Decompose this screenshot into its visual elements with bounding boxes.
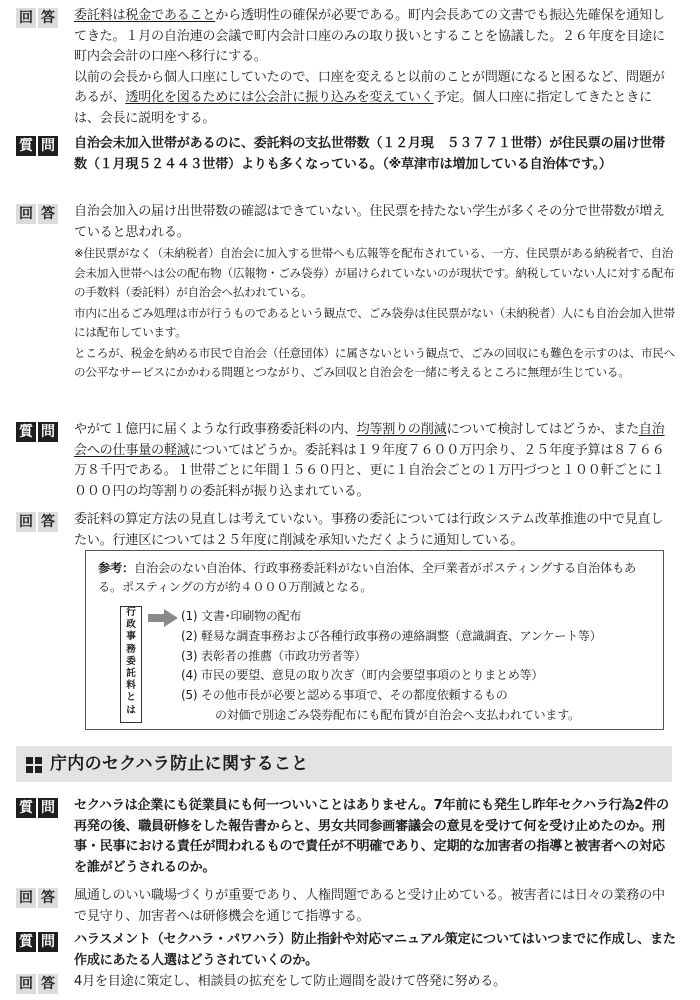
answer-tag: 回 答 (16, 512, 60, 532)
note-paragraph: ※住民票がなく（未納税者）自治会に加入する世帯へも広報等を配布されている、一方、住民票がある納税者で、自治会未加入世帯へは公の配布物（広報物・ごみ袋券）が届けられていないのが現状です。納税していない人に対する配布の手数料（委託料）が自治会へ払われている。 (74, 246, 675, 299)
list-item: (1) 文書･印刷物の配布 (181, 609, 302, 623)
answer-text: 風通しのいい職場づくりが重要であり、人権問題であると受け止めている。被害者には日々の業務の中で見守り、加害者へは研修機会を通じて指導する。 (74, 888, 665, 924)
answer-tag: 回 答 (16, 8, 60, 28)
question-text: ハラスメント（セクハラ・パワハラ）防止指針や対応マニュアル策定についてはいつまでに作成し、また作成にあたる人選はどうされていくのか。 (74, 932, 676, 968)
note-paragraph: 市内に出るごみ処理は市が行うものであるという観点で、ごみ袋券は住民票がない（未納税者）人にも自治会加入世帯には配布しています。 (74, 305, 675, 339)
answer-block (16, 510, 676, 551)
list-item: (4) 市民の要望、意見の取り次ぎ（町内会要望事項のとりまとめ等） (181, 668, 544, 683)
vertical-label-box: 行 政 事 務 委 託 料 と は (120, 606, 142, 723)
question-tag: 質 問 (16, 136, 60, 156)
answer-tag: 回 答 (16, 204, 60, 224)
reference-text: 参考：自治会のない自治体、行政事務委託料がない自治体、全戸業者がポスティングする自治体もある。ポスティングの方が約４０００万削減となる。 (98, 561, 636, 594)
answer-block (16, 886, 676, 927)
answer-block (16, 972, 676, 993)
answer-text: 自治会加入の届け出世帯数の確認はできていない。住民票を持たない学生が多くその分で世帯数が増えていると思われる。 ※住民票がなく（未納税者）自治会に加入する世帯へも広報等を配布されている、一方、住民票がある納税者で、自治会未加入世帯へは公の配布物（広報物・ごみ袋券）が届けられていないのが現状です。納税していない人に対する配布の手数料（委託料）が自治会へ払われている。 市内に出るごみ処理は市が行うものであるという観点で、ごみ袋券は住民票がない（未納税者）人にも自治会加入世帯には配布しています。 ところが、税金を納める市民で自治会（任意団体）に属さないという観点で、ごみの回収にも難色を示すのは、市民への公平なサービスにかかわる問題とつながり、ごみ回収と自治会を一緒に考えるところに無理が生じている。 (74, 202, 676, 383)
list-item-continuation: の対価で別途ごみ袋券配布にも配布賃が自治会へ支払われています。 (215, 707, 580, 722)
answer-tag: 回 答 (16, 974, 60, 994)
grid-square-icon (26, 757, 42, 773)
list-item: (2) 軽易な調査事務および各種行政事務の連絡調整（意識調査、アンケート等） (181, 628, 602, 643)
question-text: 自治会未加入世帯があるのに、委託料の支払世帯数（１２月現 ５３７７１世帯）が住民票の届け世帯数（１月現５２４４３世帯）よりも多くなっている。（※草津市は増加している自治体です。） (74, 136, 665, 172)
reference-list (181, 607, 602, 726)
question-tag: 質 問 (16, 422, 60, 442)
note-paragraph: ところが、税金を納める市民で自治会（任意団体）に属さないという観点で、ごみの回収にも難色を示すのは、市民への公平なサービスにかかわる問題とつながり、ごみ回収と自治会を一緒に考えるところに無理が生じている。 (74, 345, 675, 379)
answer-tag: 回 答 (16, 888, 60, 908)
question-tag: 質 問 (16, 932, 60, 952)
answer-text: 4月を目途に策定し、相談員の拡充をして防止週間を設けて啓発に努める。 (74, 974, 506, 989)
list-item: (5) その他市長が必要と認める事項で、その都度依頼するもの (181, 688, 508, 703)
question-text: セクハラは企業にも従業員にも何一ついいことはありません。7年前にも発生し昨年セクハラ行為2件の再発の後、職員研修をした報告書からと、男女共同参画審議会の意見を受けて何を受け止めたのか。刑事・民事における責任が問われるもので責任が不明確であり、定期的な加害者の指導と被害者への対応を誰がどうされるのか。 (74, 798, 669, 875)
answer-block (16, 6, 676, 129)
section-header (16, 746, 672, 782)
answer-text: 委託料は税金であることから透明性の確保が必要である。町内会長あての文書でも振込先確保を通知してきた。１月の自治連の会議で町内会計口座のみの取り扱いとすることを協議した。２６年度を目途に町内会会計の口座へ移行にする。 以前の会長から個人口座にしていたので、口座を変えると以前のことが問題になると困るなど、問題があるが、透明化を図るためには公会計に振り込みを変えていく予定。個人口座に指定してきたときには、会長に説明をする。 (74, 8, 665, 126)
question-text: やがて１億円に届くような行政事務委託料の内、均等割りの削減について検討してはどうか、また自治会への仕事量の軽減についてはどうか。委託料は１９年度７６００万円余り、２５年度予算は８７６６万８千円である。１世帯ごとに年間１５６０円と、更に１自治会ごとの１万円づつと１００軒ごとに１０００円の均等割りの委託料が振り込まれている。 (74, 422, 665, 499)
answer-text: 委託料の算定方法の見直しは考えていない。事務の委託については行政システム改革推進の中で見直したい。行連区については２５年度に削減を承知いただくように通知している。 (74, 512, 664, 548)
arrow-right-icon (148, 609, 178, 627)
question-block (16, 134, 676, 175)
reference-box (85, 550, 664, 730)
answer-block (16, 202, 676, 383)
question-block (16, 930, 676, 971)
question-tag: 質 問 (16, 798, 60, 818)
question-block (16, 420, 676, 502)
list-item: (3) 表彰者の推薦（市政功労者等） (181, 648, 367, 663)
question-block (16, 796, 676, 878)
section-title: 庁内のセクハラ防止に関すること (50, 754, 309, 774)
